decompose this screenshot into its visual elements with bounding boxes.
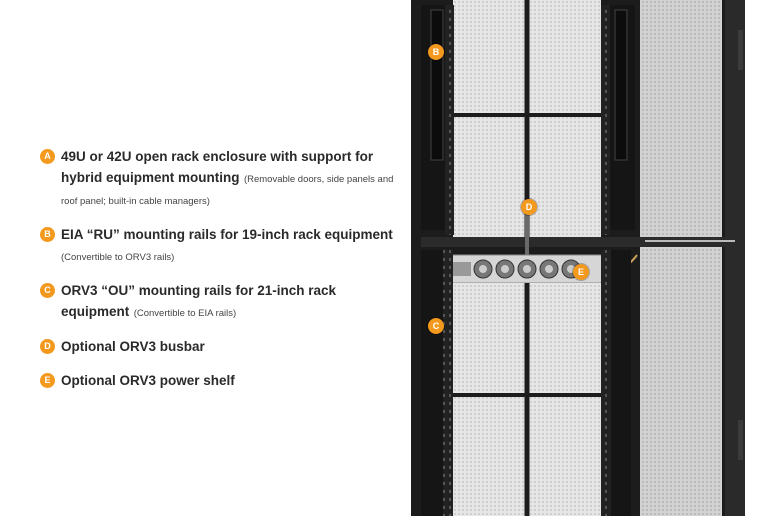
badge-d: D <box>40 339 55 354</box>
marker-b: B <box>428 44 444 60</box>
rack-illustration <box>405 0 780 516</box>
feature-list <box>40 146 400 404</box>
feature-description: (Convertible to EIA rails) <box>133 308 237 319</box>
feature-item-e <box>40 370 400 391</box>
side-door-edge <box>738 30 743 70</box>
feature-description: (Removable doors, side panels and roof panel; built-in cable managers) <box>61 174 394 207</box>
feature-item-a <box>40 146 400 211</box>
badge-c: C <box>40 283 55 298</box>
door-mesh-upper <box>640 0 722 240</box>
feature-title: ORV3 “OU” mounting rails for 21-inch rack equipment <box>61 283 337 319</box>
marker-c: C <box>428 318 444 334</box>
power-shelf-fans <box>474 260 580 278</box>
eia-rail-left <box>445 5 454 235</box>
feature-item-c <box>40 280 400 323</box>
feature-title: EIA “RU” mounting rails for 19-inch rack equipment <box>61 227 393 242</box>
feature-title: Optional ORV3 power shelf <box>61 373 235 388</box>
eia-rail-right <box>601 5 610 235</box>
feature-item-d <box>40 336 400 357</box>
feature-title: Optional ORV3 busbar <box>61 339 205 354</box>
feature-description: (Convertible to ORV3 rails) <box>61 252 175 263</box>
badge-e: E <box>40 373 55 388</box>
door-mesh-lower <box>640 247 722 516</box>
feature-title: 49U or 42U open rack enclosure with support for hybrid equipment mounting <box>61 149 374 185</box>
badge-a: A <box>40 149 55 164</box>
marker-d: D <box>521 199 537 215</box>
side-door-edge <box>738 420 743 460</box>
feature-item-b <box>40 224 400 267</box>
marker-e: E <box>573 264 589 280</box>
badge-b: B <box>40 227 55 242</box>
